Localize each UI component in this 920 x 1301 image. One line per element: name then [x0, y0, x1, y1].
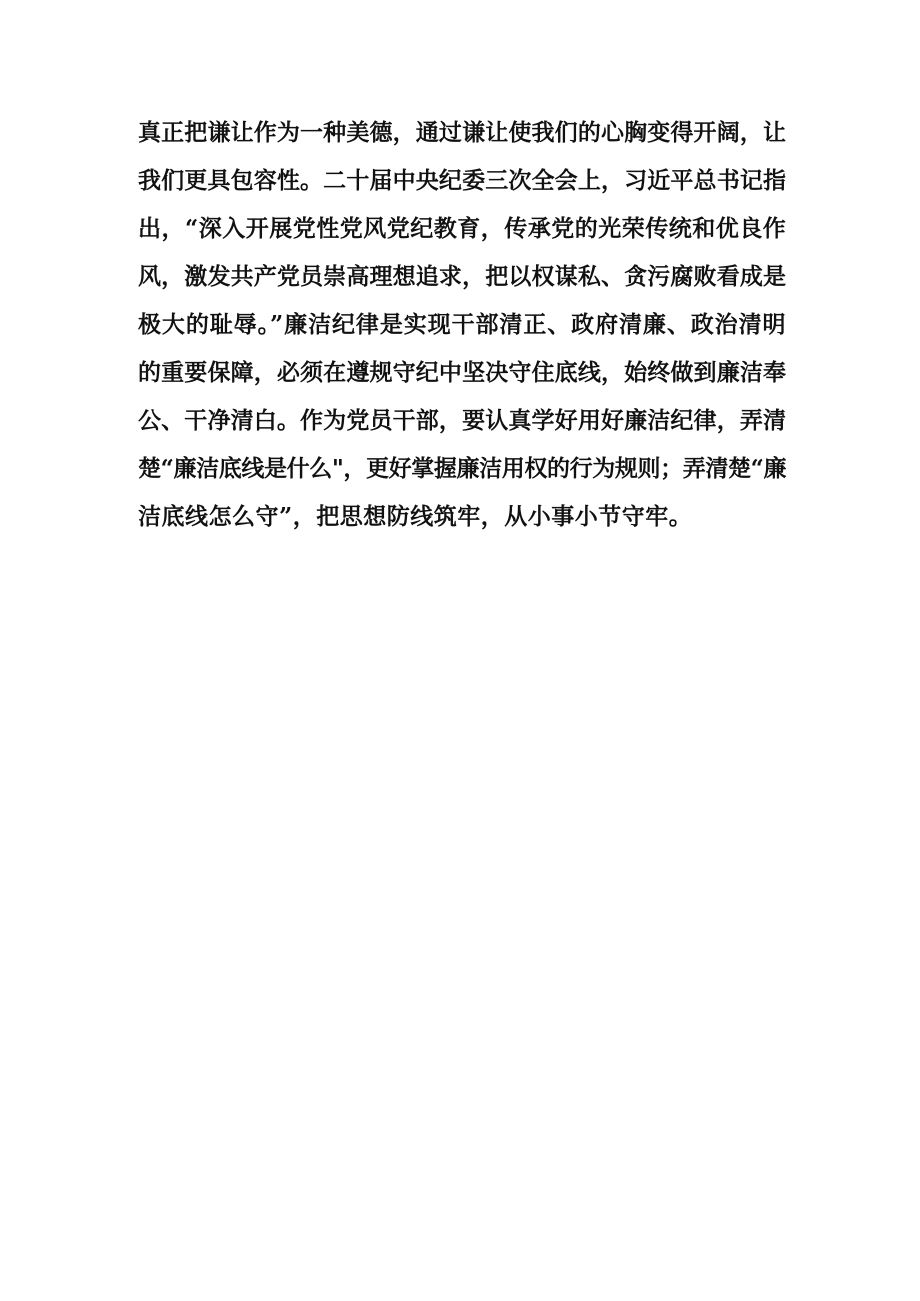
- text-line: 我们更具包容性。二十届中央纪委三次全会上，习近平总书记指: [138, 167, 786, 194]
- text-line: 公、干净清白。作为党员干部，要认真学好用好廉洁纪律，弄清: [138, 407, 786, 434]
- text-line: 极大的耻辱。”廉洁纪律是实现干部清正、政府清廉、政治清明: [138, 311, 786, 338]
- body-paragraph: [138, 109, 786, 541]
- text-line: 风，激发共产党员崇高理想追求，把以权谋私、贪污腐败看成是: [138, 263, 786, 290]
- text-line: 洁底线怎么守”，把思想防线筑牢，从小事小节守牢。: [138, 503, 693, 530]
- text-line: 的重要保障，必须在遵规守纪中坚决守住底线，始终做到廉洁奉: [138, 359, 786, 386]
- text-line: 出，“深入开展党性党风党纪教育，传承党的光荣传统和优良作: [138, 215, 787, 242]
- text-line: 楚“廉洁底线是什么"，更好掌握廉洁用权的行为规则；弄清楚“廉: [138, 455, 786, 482]
- text-line: 真正把谦让作为一种美德，通过谦让使我们的心胸变得开阔，让: [138, 119, 786, 146]
